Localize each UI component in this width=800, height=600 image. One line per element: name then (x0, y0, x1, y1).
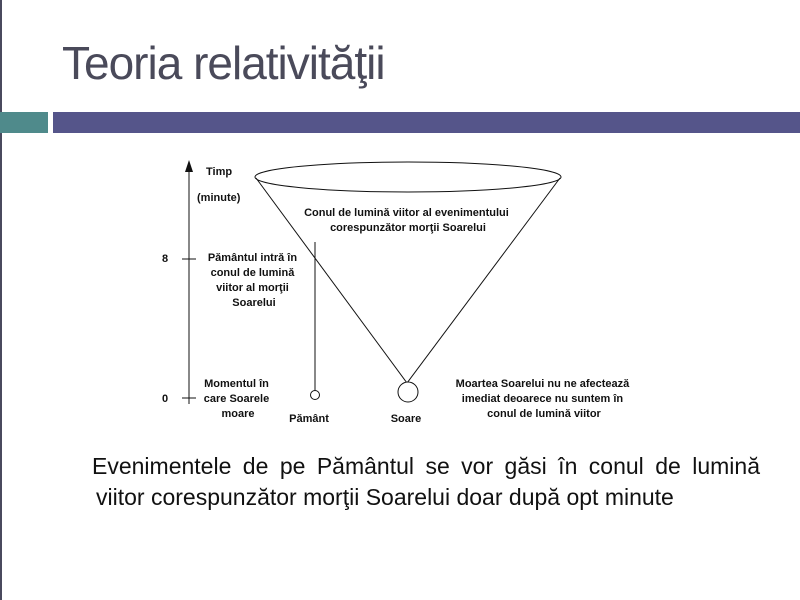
tick-label-8: 8 (162, 253, 169, 265)
sun-death-label: Moartea Soarelui nu ne afectează imediat deoarece nu suntem în conul de lumină viitor (455, 378, 630, 420)
earth-enters-label: Pământul intră în conul de lumină viitor al morţii Soarelui (207, 252, 298, 309)
earth-marker (311, 391, 320, 400)
time-axis-arrowhead (185, 160, 193, 172)
cone-label: Conul de lumină viitor al evenimentului corespunzător morţii Soarelui (304, 207, 509, 234)
axis-label: Timp (206, 166, 233, 178)
earth-label: Pământ (289, 413, 329, 425)
sun-label: Soare (390, 413, 422, 425)
cone-top-ellipse (255, 162, 561, 192)
moment-label: Momentul în care Soarele moare (203, 378, 270, 420)
sun-marker (398, 382, 418, 402)
tick-label-0: 0 (162, 393, 169, 405)
slide-title: Teoria relativităţii (62, 37, 385, 89)
axis-unit: (minute) (197, 192, 241, 204)
body-text: Evenimentele de pe Pământul se vor găsi în conul de lumină viitor corespunzător morţii Soarelui doar după opt minute (92, 453, 760, 510)
